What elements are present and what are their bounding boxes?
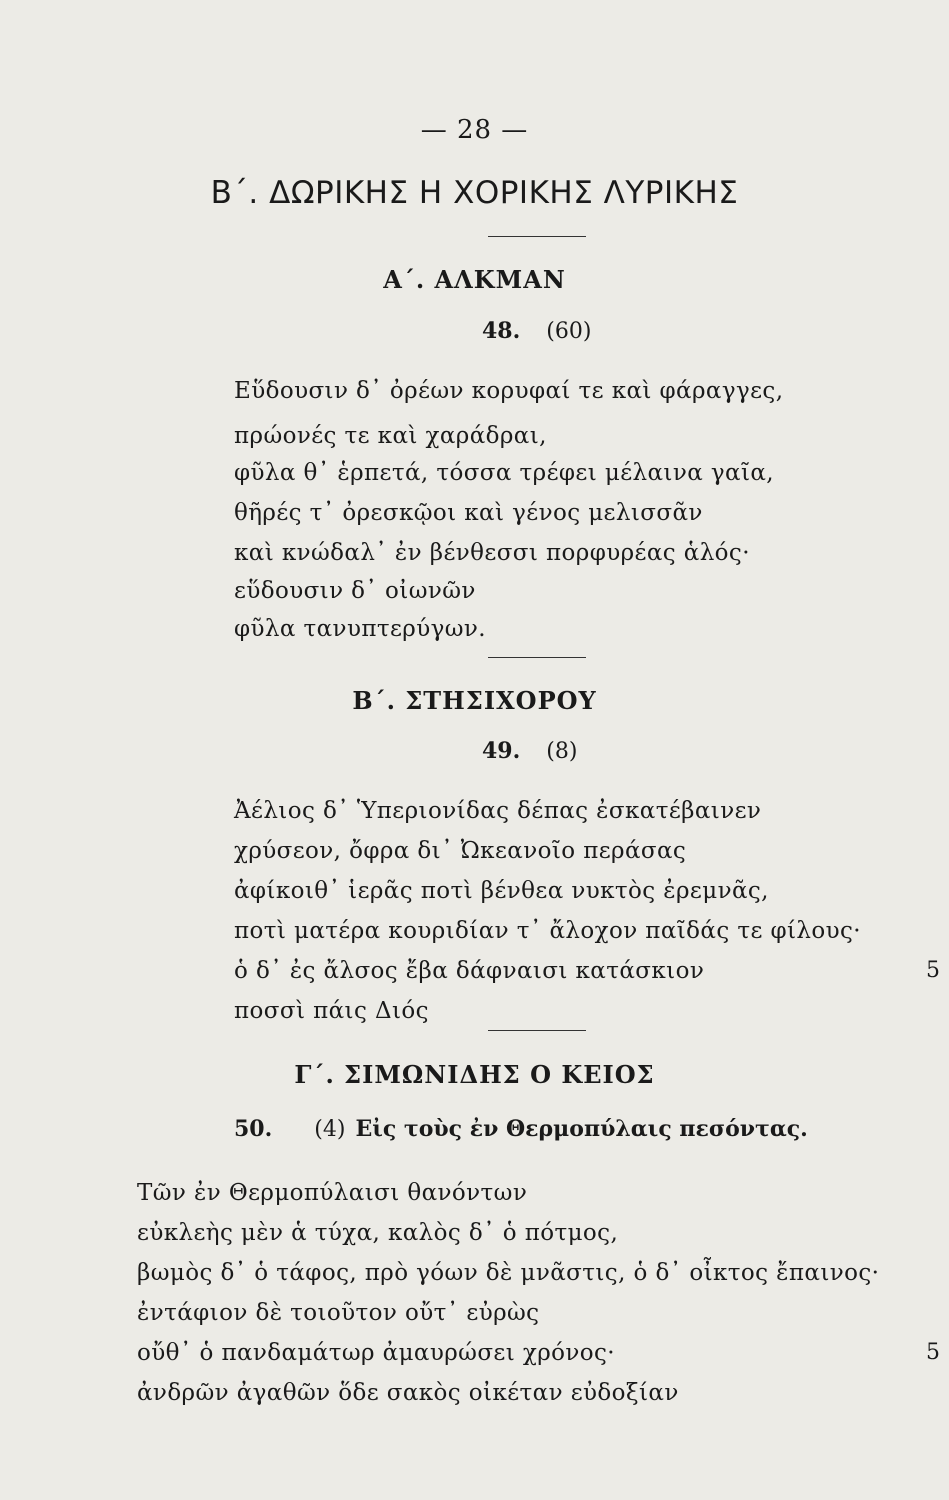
- section-heading-stesichoros: Β΄. ΣΤΗΣΙΧΟΡΟΥ: [352, 686, 597, 715]
- verse-line: Τῶν ἐν Θερμοπύλαισι θανόντων: [137, 1180, 528, 1206]
- verse-line: Εὕδουσιν δ᾽ ὀρέων κορυφαί τε καὶ φάραγγες,: [234, 378, 784, 404]
- line-number-marker: 5: [926, 958, 940, 983]
- divider: [488, 657, 586, 658]
- verse-line: ποσσὶ πάις Διός: [234, 998, 429, 1024]
- verse-line: εὕδουσιν δ᾽ οἰωνῶν: [234, 578, 476, 604]
- verse-line: φῦλα τανυπτερύγων.: [234, 616, 486, 642]
- page-number: — 28 —: [420, 115, 529, 145]
- verse-line: ἐντάφιον δὲ τοιοῦτον οὔτ᾽ εὐρὼς: [137, 1300, 540, 1326]
- verse-line: χρύσεον, ὄφρα δι᾽ Ὠκεανοῖο περάσας: [234, 838, 687, 864]
- verse-line: οὔθ᾽ ὁ πανδαμάτωρ ἀμαυρώσει χρόνος·: [137, 1340, 615, 1366]
- section-heading-simonides: Γ΄. ΣΙΜΩΝΙΔΗΣ Ο ΚΕΙΟΣ: [294, 1060, 655, 1089]
- section-heading-alkman: Α΄. ΑΛΚΜΑΝ: [383, 265, 566, 294]
- verse-line: θῆρές τ᾽ ὀρεσκῷοι καὶ γένος μελισσᾶν: [234, 500, 703, 526]
- verse-line: ἀφίκοιθ᾽ ἱερᾶς ποτὶ βένθεα νυκτὸς ἐρεμνᾶς,: [234, 878, 769, 904]
- divider: [488, 1030, 586, 1031]
- verse-line: καὶ κνώδαλ᾽ ἐν βένθεσσι πορφυρέας ἁλός·: [234, 540, 750, 566]
- part-title: Β΄. ΔΩΡΙΚΗΣ Η ΧΟΡΙΚΗΣ ΛΥΡΙΚΗΣ: [210, 175, 739, 211]
- line-number-marker: 5: [926, 1340, 940, 1365]
- verse-line: ὁ δ᾽ ἐς ἄλσος ἔβα δάφναισι κατάσκιον: [234, 958, 705, 984]
- fragment-heading: 50. (4) Εἰς τοὺς ἐν Θερμοπύλαις πεσόντας.: [234, 1116, 808, 1142]
- fragment-number: 48. (60): [482, 318, 592, 344]
- verse-line: ἀνδρῶν ἀγαθῶν ὅδε σακὸς οἰκέταν εὐδοξίαν: [137, 1380, 679, 1406]
- verse-line: εὐκλεὴς μὲν ἁ τύχα, καλὸς δ᾽ ὁ πότμος,: [137, 1220, 619, 1246]
- verse-line: βωμὸς δ᾽ ὁ τάφος, πρὸ γόων δὲ μνᾶστις, ὁ δ᾽ οἶκτος ἔπαινος·: [137, 1260, 880, 1286]
- verse-line: ποτὶ ματέρα κουριδίαν τ᾽ ἄλοχον παῖδάς τε φίλους·: [234, 918, 862, 944]
- divider: [488, 236, 586, 237]
- verse-line: φῦλα θ᾽ ἑρπετά, τόσσα τρέφει μέλαινα γαῖα,: [234, 460, 775, 486]
- verse-line: Ἀέλιος δ᾽ Ὑπεριονίδας δέπας ἐσκατέβαινεν: [234, 798, 762, 824]
- fragment-number: 49. (8): [482, 738, 578, 764]
- verse-line: πρώονές τε καὶ χαράδραι,: [234, 423, 547, 449]
